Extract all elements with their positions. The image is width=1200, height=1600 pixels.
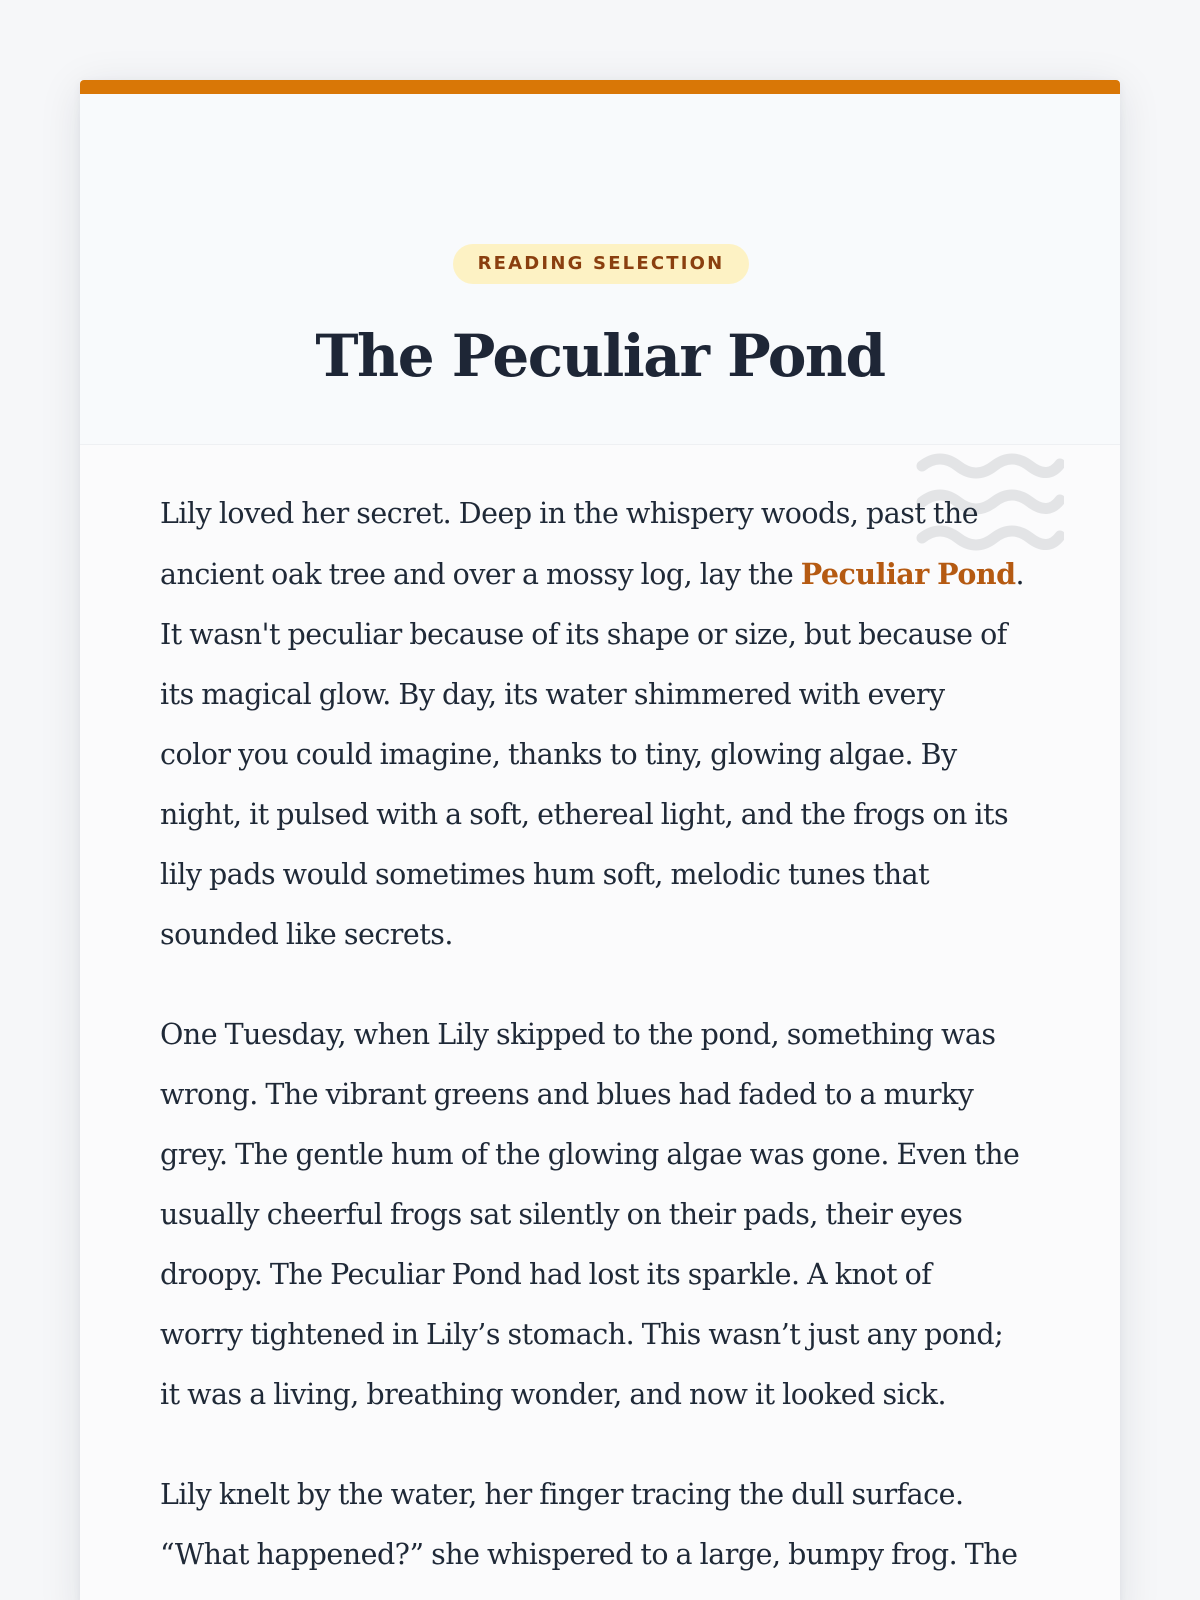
text-line: night, it pulsed with a soft, ethereal light, and the frogs on its: [160, 798, 1009, 831]
text-line: it was a living, breathing wonder, and now it looked sick.: [160, 1378, 946, 1411]
paragraph-3: [160, 1465, 1040, 1585]
text-line: grey. The gentle hum of the glowing algae was gone. Even the: [160, 1138, 1020, 1171]
story-body: [160, 484, 1040, 1600]
text-line: Lily knelt by the water, her finger tracing the dull surface.: [160, 1478, 964, 1511]
text-line: [160, 544, 1040, 605]
text-line: wrong. The vibrant greens and blues had faded to a murky: [160, 1078, 974, 1111]
page-title: The Peculiar Pond: [315, 322, 885, 390]
accent-bar: [80, 80, 1120, 94]
text-segment: ancient oak tree and over a mossy log, lay the: [160, 558, 801, 591]
text-line: “What happened?” she whispered to a large, bumpy frog. The: [160, 1538, 1018, 1571]
text-line: worry tightened in Lily’s stomach. This wasn’t just any pond;: [160, 1318, 1004, 1351]
text-line: Lily loved her secret. Deep in the whispery woods, past the: [160, 497, 979, 530]
text-line: usually cheerful frogs sat silently on their pads, their eyes: [160, 1198, 963, 1231]
text-line: color you could imagine, thanks to tiny, glowing algae. By: [160, 738, 957, 771]
text-line: lily pads would sometimes hum soft, melodic tunes that: [160, 858, 930, 891]
text-line: sounded like secrets.: [160, 918, 453, 951]
header: [80, 94, 1120, 445]
text-line: its magical glow. By day, its water shimmered with every: [160, 678, 945, 711]
paragraph-1: [160, 484, 1040, 965]
text-line: droopy. The Peculiar Pond had lost its sparkle. A knot of: [160, 1258, 932, 1291]
text-line: One Tuesday, when Lily skipped to the pond, something was: [160, 1018, 996, 1051]
paragraph-2: [160, 1005, 1040, 1425]
reading-card: [80, 80, 1120, 1600]
text-segment: .: [1015, 558, 1025, 591]
highlight-peculiar-pond: Peculiar Pond: [800, 557, 1016, 591]
text-line: It wasn't peculiar because of its shape or size, but because of: [160, 618, 1007, 651]
reading-selection-badge: READING SELECTION: [453, 244, 749, 284]
